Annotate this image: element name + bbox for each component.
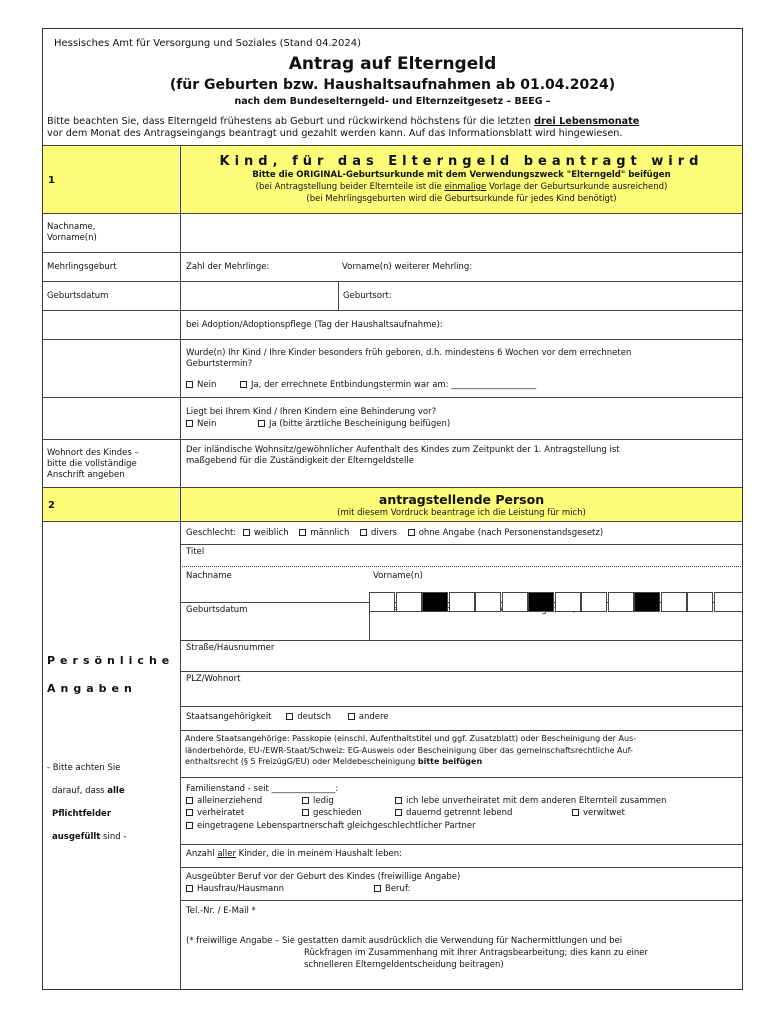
section2-subtitle: (mit diesem Vordruck beantrage ich die Leistung für mich) — [337, 508, 586, 518]
option-label: andere — [358, 712, 389, 722]
tax-id-digit-box[interactable] — [581, 592, 607, 612]
marital-widowed-option[interactable] — [572, 808, 625, 819]
note-line: Der inländische Wohnsitz/gewöhnlicher Aufenthalt des Kindes zum Zeitpunkt der 1. Antragstellung ist — [186, 445, 620, 455]
checkbox-icon[interactable] — [408, 529, 415, 536]
multiple-count-label: Zahl der Mehrlinge: — [186, 262, 270, 272]
title-label: Titel — [186, 547, 205, 557]
label-line: Nachname, — [47, 222, 96, 232]
tax-id-digit-box[interactable] — [687, 592, 713, 612]
option-label: Nein — [197, 380, 217, 390]
checkbox-icon[interactable] — [186, 797, 193, 804]
note-line: Andere Staatsangehörige: Passkopie (einschl. Aufenthaltstitel und ggf. Zusatzblatt) oder Bescheinigung der Aus- — [185, 734, 637, 743]
checkbox-icon[interactable] — [186, 420, 193, 427]
checkbox-icon[interactable] — [348, 713, 355, 720]
occupation-label: Ausgeübter Beruf vor der Geburt des Kindes (freiwillige Angabe) — [186, 872, 461, 882]
occupation-homemaker-option[interactable] — [186, 884, 284, 895]
intro-text-line2: vor dem Monat des Antragseingangs beantragt und gezahlt werden kann. Auf das Informationsblatt wird hingewiesen. — [47, 128, 623, 139]
children-count-label — [186, 849, 402, 860]
residence-label — [47, 448, 139, 481]
option-label: divers — [371, 528, 397, 538]
disability-question: Liegt bei Ihrem Kind / Ihren Kindern eine Behinderung vor? — [186, 407, 437, 417]
checkbox-icon[interactable] — [186, 885, 193, 892]
option-label: Beruf: — [385, 884, 411, 894]
marital-divorced-option[interactable] — [302, 808, 362, 819]
note-part: darauf, dass — [52, 786, 108, 796]
residence-note — [186, 445, 740, 467]
option-label: ledig — [313, 796, 334, 806]
checkbox-icon[interactable] — [286, 713, 293, 720]
premature-yes-option[interactable] — [240, 380, 536, 391]
street-label: Straße/Hausnummer — [186, 643, 275, 653]
option-label: ohne Angabe (nach Personenstandsgesetz) — [418, 528, 604, 538]
tax-id-separator — [528, 592, 554, 612]
marital-married-option[interactable] — [186, 808, 244, 819]
label-line: Vorname(n) — [47, 233, 97, 243]
zip-city-label: PLZ/Wohnort — [186, 674, 241, 684]
marital-separated-option[interactable] — [395, 808, 512, 819]
section1-instruction: Bitte die ORIGINAL-Geburtsurkunde mit dem Verwendungszweck "Elterngeld" beifügen — [252, 170, 671, 180]
tax-id-digit-box[interactable] — [449, 592, 475, 612]
label-part: Anzahl — [186, 849, 218, 859]
adoption-label: bei Adoption/Adoptionspflege (Tag der Haushaltsaufnahme): — [186, 320, 443, 330]
footnote-line-1: (* freiwillige Angabe – Sie gestatten damit ausdrücklich die Verwendung für Nachermittlungen und bei — [186, 936, 623, 946]
side-note-2 — [52, 786, 125, 797]
checkbox-icon[interactable] — [186, 822, 193, 829]
marital-partnership-option[interactable] — [186, 821, 476, 832]
option-label: ich lebe unverheiratet mit dem anderen Elternteil zusammen — [406, 796, 667, 806]
tax-id-digit-box[interactable] — [555, 592, 581, 612]
option-label: deutsch — [297, 712, 332, 722]
disability-yes-option[interactable] — [258, 419, 450, 430]
option-label: Nein — [197, 419, 217, 429]
tax-id-digit-box[interactable] — [502, 592, 528, 612]
checkbox-icon[interactable] — [302, 809, 309, 816]
intro-highlight: drei Lebensmonate — [534, 116, 640, 127]
lastname-label: Nachname — [186, 571, 232, 581]
child-birthdate-label: Geburtsdatum — [47, 291, 109, 301]
nationality-row — [186, 712, 389, 723]
note-line: maßgebend für die Zuständigkeit der Elterngeldstelle — [186, 456, 414, 466]
gender-option-male[interactable] — [299, 528, 349, 538]
intro-text-part: Bitte beachten Sie, dass Elterngeld frühestens ab Geburt und rückwirkend höchstens für die letzten — [47, 116, 535, 127]
legal-basis: nach dem Bundeselterngeld- und Elternzeitgesetz – BEEG – — [234, 96, 551, 107]
option-label: eingetragene Lebenspartnerschaft gleichgeschlechtlicher Partner — [197, 821, 476, 831]
gender-option-diverse[interactable] — [360, 528, 397, 538]
marital-single-option[interactable] — [302, 796, 334, 807]
option-label: alleinerziehend — [197, 796, 263, 806]
child-name-field[interactable] — [181, 214, 742, 252]
checkbox-icon[interactable] — [395, 797, 402, 804]
section1-number: 1 — [48, 175, 55, 186]
section2-number: 2 — [48, 500, 55, 511]
footnote-line-2: Rückfragen im Zusammenhang mit Ihrer Antragsbearbeitung; dies kann zu einer — [304, 948, 648, 958]
note-part: Vorlage der Geburtsurkunde ausreichend) — [486, 182, 668, 192]
tax-id-digit-box[interactable] — [475, 592, 501, 612]
side-note-1: - Bitte achten Sie — [47, 763, 121, 773]
gender-option-female[interactable] — [243, 528, 289, 538]
checkbox-icon[interactable] — [240, 381, 247, 388]
nationality-label: Staatsangehörigkeit — [186, 712, 272, 722]
option-label: männlich — [310, 528, 350, 538]
form-title: Antrag auf Elterngeld — [288, 54, 497, 74]
side-note-3: Pflichtfelder — [52, 809, 112, 819]
side-heading-2: Angaben — [47, 682, 137, 695]
note-underlined: einmalige — [444, 182, 487, 192]
tax-id-separator — [422, 592, 448, 612]
tax-id-digit-box[interactable] — [369, 592, 395, 612]
option-label: dauernd getrennt lebend — [406, 808, 513, 818]
gender-row — [186, 528, 603, 539]
checkbox-icon[interactable] — [572, 809, 579, 816]
footnote-line-3: schnelleren Elterngeldentscheidung beitragen) — [304, 960, 504, 970]
note-line: länderbehörde, EU-/EWR-Staat/Schweiz: EG-Ausweis oder Bescheinigung über das gemeinschaftsrechtliche Auf- — [185, 745, 633, 755]
tax-id-separator — [634, 592, 660, 612]
note-bold: alle — [107, 786, 125, 796]
premature-question — [186, 348, 742, 370]
label-line: Anschrift angeben — [47, 470, 125, 480]
checkbox-icon[interactable] — [258, 420, 265, 427]
checkbox-icon[interactable] — [302, 797, 309, 804]
gender-label: Geschlecht: — [186, 528, 237, 538]
note-bold: ausgefüllt — [52, 832, 101, 842]
checkbox-icon[interactable] — [374, 885, 381, 892]
birthplace-label: Geburtsort: — [343, 291, 392, 301]
occupation-job-option[interactable] — [374, 884, 411, 895]
checkbox-icon[interactable] — [186, 381, 193, 388]
tax-id-digit-box[interactable] — [661, 592, 687, 612]
question-line: Geburtstermin? — [186, 359, 253, 369]
note-bold: bitte beifügen — [417, 757, 483, 766]
foreign-nationals-note — [185, 733, 741, 768]
option-label: geschieden — [313, 808, 362, 818]
note-part: enthaltsrecht (§ 5 FreizügG/EU) oder Meldebescheinigung — [185, 757, 418, 766]
label-part: Kinder, die in meinem Haushalt leben: — [235, 849, 403, 859]
section1-note-multiples: (bei Mehrlingsgeburten wird die Geburtsurkunde für jedes Kind benötigt) — [306, 194, 617, 204]
checkbox-icon[interactable] — [360, 529, 367, 536]
issuing-office: Hessisches Amt für Versorgung und Soziales (Stand 04.2024) — [54, 38, 361, 49]
child-name-label — [47, 222, 97, 244]
note-part: sind - — [100, 832, 127, 842]
gender-option-none[interactable] — [408, 528, 603, 538]
section1-note-parents — [181, 182, 742, 193]
option-label: verheiratet — [197, 808, 245, 818]
tax-id-digit-box[interactable] — [608, 592, 634, 612]
question-line: Wurde(n) Ihr Kind / Ihre Kinder besonders früh geboren, d.h. mindestens 6 Wochen vor dem errechneten — [186, 348, 632, 358]
label-underlined: aller — [217, 849, 236, 859]
tax-id-digit-box[interactable] — [714, 592, 743, 612]
option-label: weiblich — [253, 528, 289, 538]
nationality-other-option[interactable] — [348, 712, 389, 722]
label-line: Wohnort des Kindes – — [47, 448, 139, 458]
multiple-birth-label: Mehrlingsgeburt — [47, 262, 117, 272]
child-birthdate-field[interactable] — [181, 282, 337, 310]
marital-cohabiting-option[interactable] — [395, 796, 667, 807]
section1-title: Kind, für das Elterngeld beantragt wird — [219, 154, 704, 169]
option-label: verwitwet — [583, 808, 625, 818]
tax-id-digit-box[interactable] — [396, 592, 422, 612]
marital-status-label: Familienstand - seit _______________: — [186, 784, 339, 794]
checkbox-icon[interactable] — [395, 809, 402, 816]
note-part: (bei Antragstellung beider Elternteile ist die — [255, 182, 445, 192]
form-subtitle: (für Geburten bzw. Haushaltsaufnahmen ab 01.04.2024) — [169, 77, 616, 93]
section2-title: antragstellende Person — [378, 492, 545, 507]
option-label: Ja, der errechnete Entbindungstermin war am: ____________________ — [251, 380, 537, 390]
checkbox-icon[interactable] — [299, 529, 306, 536]
intro-text — [47, 116, 741, 140]
disability-no-option[interactable] — [186, 419, 216, 430]
section1-number-cell — [43, 146, 179, 213]
checkbox-icon[interactable] — [186, 809, 193, 816]
option-label: Hausfrau/Hausmann — [197, 884, 285, 894]
side-note-4 — [52, 832, 126, 843]
label-line: bitte die vollständige — [47, 459, 137, 469]
checkbox-icon[interactable] — [243, 529, 250, 536]
applicant-birthdate-label: Geburtsdatum — [186, 605, 248, 615]
premature-no-option[interactable] — [186, 380, 216, 391]
side-heading-1: Persönliche — [47, 654, 175, 667]
marital-single-parent-option[interactable] — [186, 796, 262, 807]
option-label: Ja (bitte ärztliche Bescheinigung beifügen) — [269, 419, 451, 429]
nationality-german-option[interactable] — [286, 712, 331, 722]
firstname-label: Vorname(n) — [373, 571, 423, 581]
section2-number-cell — [43, 488, 179, 521]
contact-label: Tel.-Nr. / E-Mail * — [186, 906, 256, 916]
multiple-names-label: Vorname(n) weiterer Mehrling: — [342, 262, 473, 272]
